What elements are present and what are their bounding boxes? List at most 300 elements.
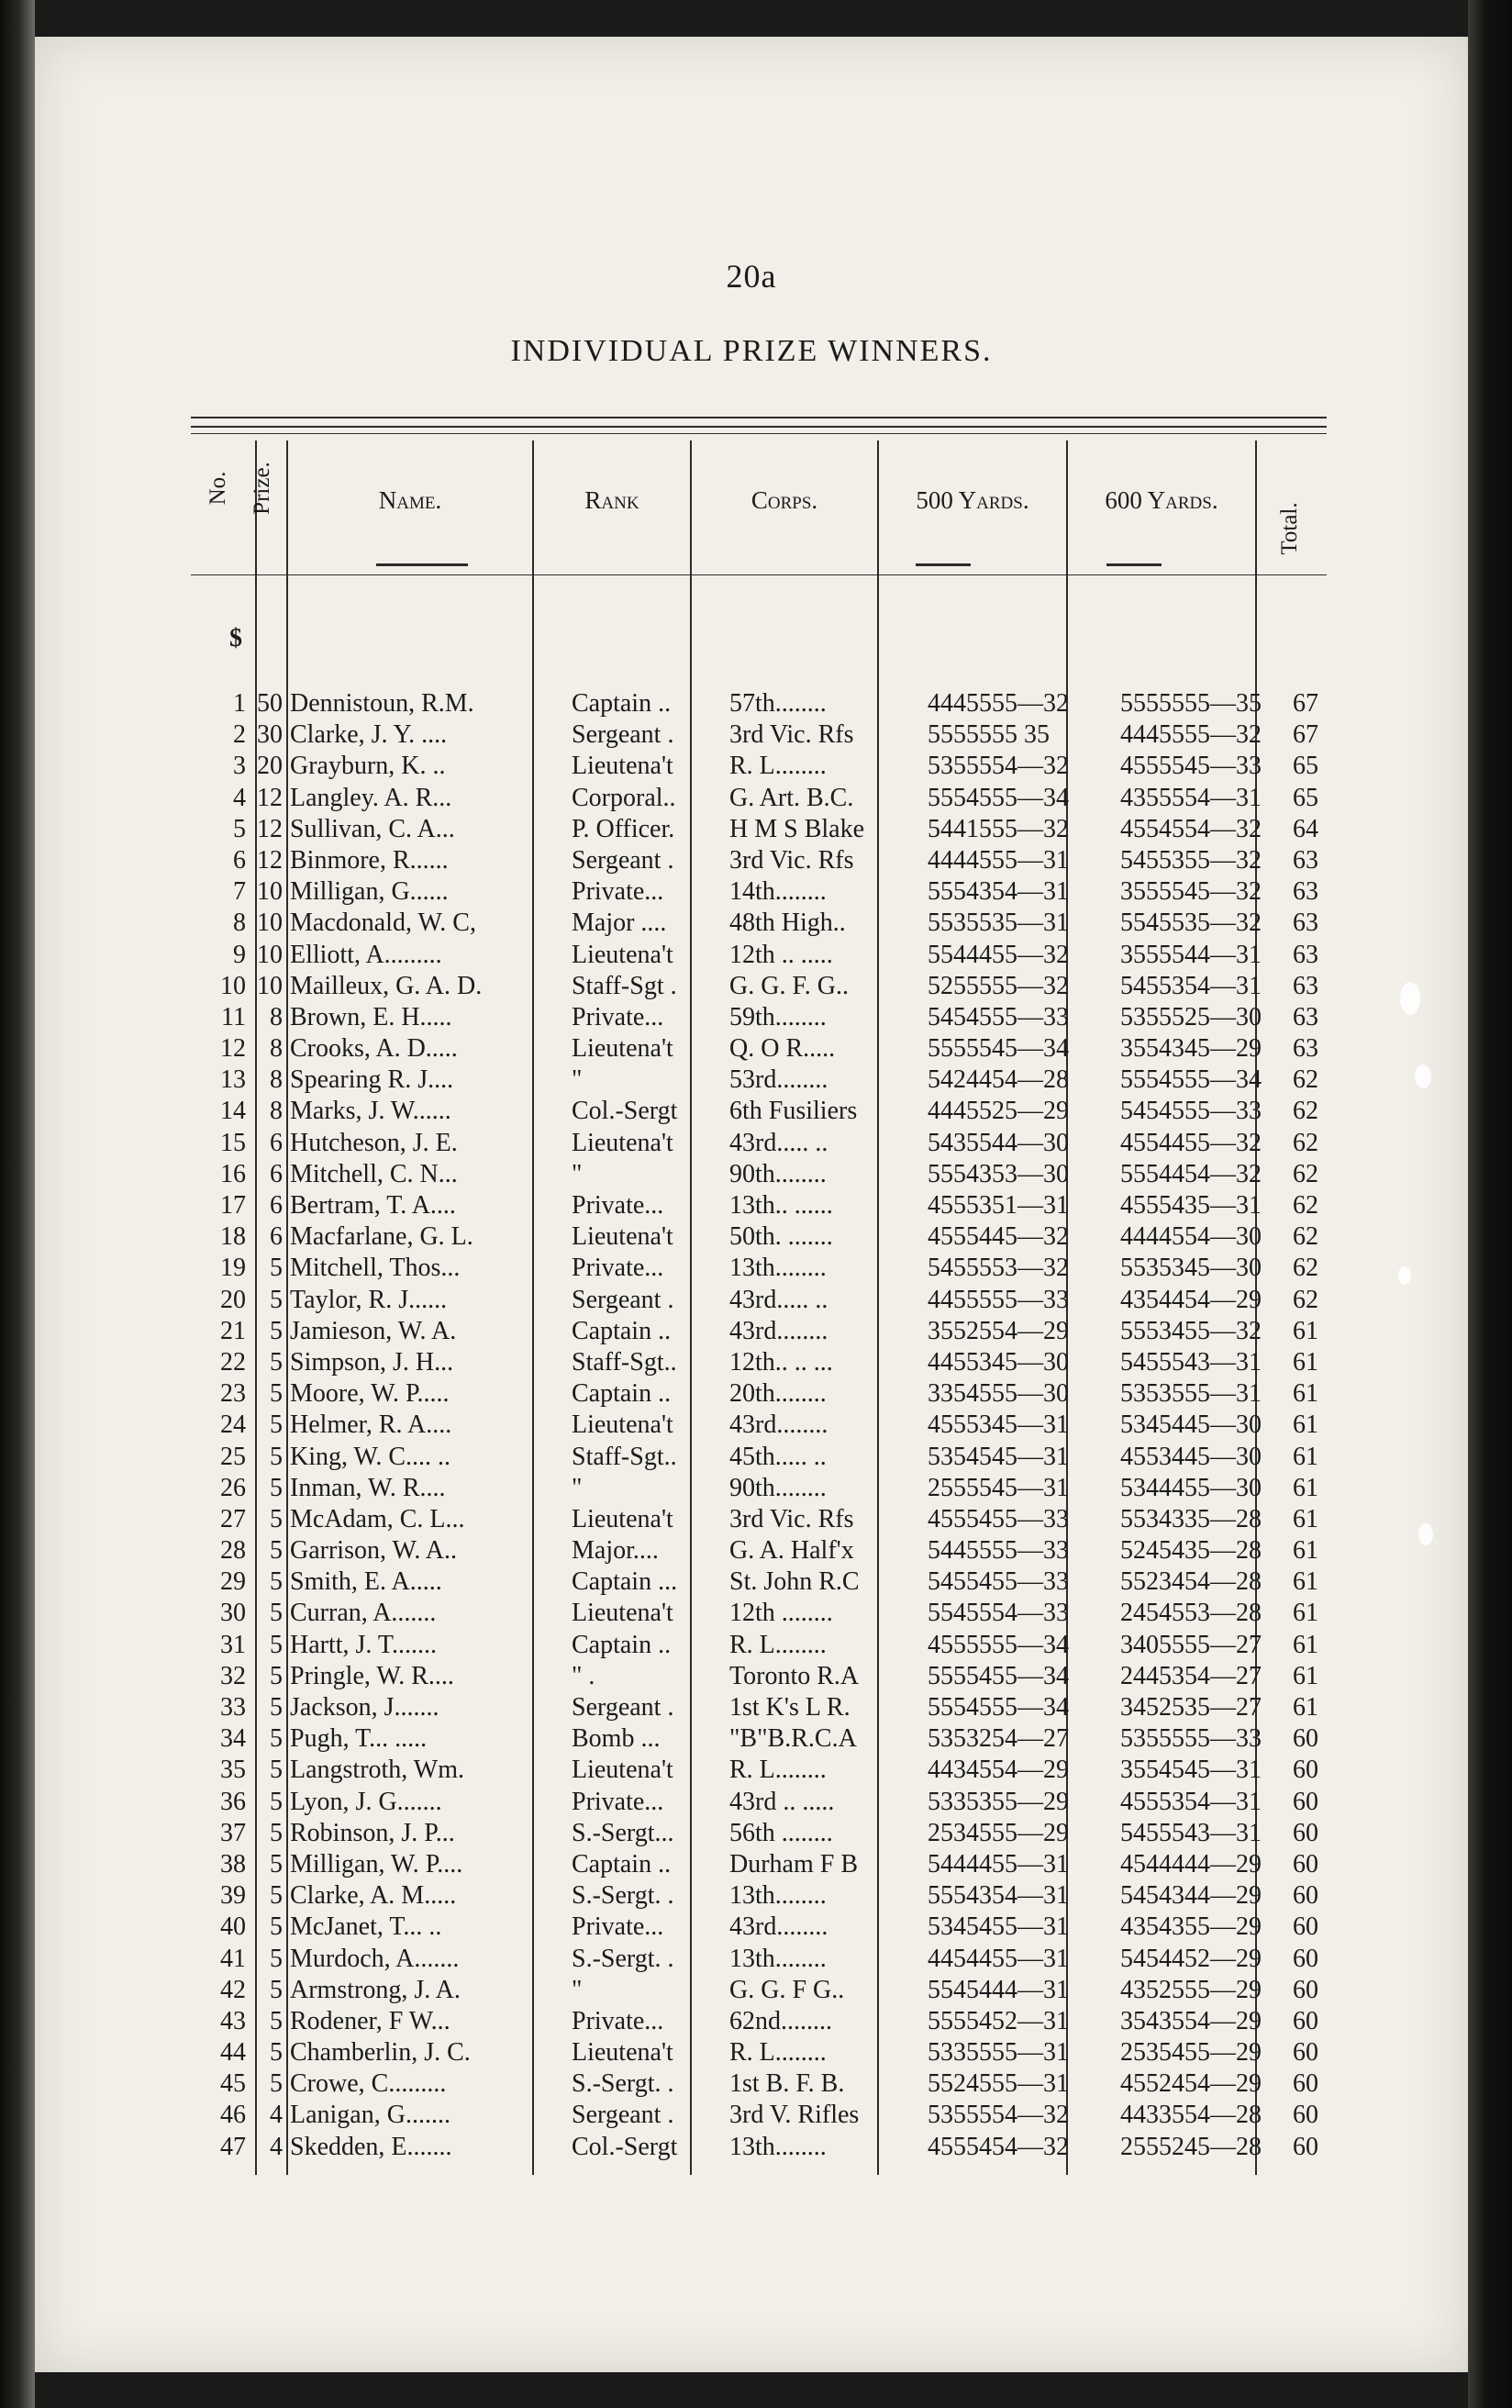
row-rank: Lieutena't [572, 940, 673, 969]
row-total: 61 [1293, 1379, 1318, 1409]
table-row [191, 1566, 1329, 1598]
row-name: Taylor, R. J...... [290, 1285, 448, 1314]
row-name: Macdonald, W. C, [290, 909, 476, 938]
row-corps: G. A. Half'x [729, 1536, 854, 1566]
row-total: 64 [1293, 814, 1318, 843]
table-row [191, 2037, 1329, 2068]
row-rank: Major .... [572, 909, 667, 938]
row-600-yards: 4354355—29 [1120, 1912, 1262, 1942]
row-prize: 10 [257, 909, 283, 938]
table-row [191, 1598, 1329, 1629]
paper-damage-spot [1415, 1065, 1431, 1088]
row-600-yards: 5455354—31 [1120, 971, 1262, 1000]
row-600-yards: 5454452—29 [1120, 1944, 1262, 1973]
row-prize: 5 [270, 1881, 283, 1911]
row-total: 60 [1293, 1975, 1318, 2004]
row-600-yards: 4544444—29 [1120, 1849, 1262, 1878]
row-number: 27 [220, 1504, 246, 1533]
row-rank: Captain .. [572, 1849, 672, 1878]
table-row [191, 2132, 1329, 2163]
row-600-yards: 2535455—29 [1120, 2038, 1262, 2068]
row-number: 2 [233, 720, 246, 750]
row-name: Helmer, R. A.... [290, 1410, 452, 1440]
row-number: 23 [220, 1379, 246, 1409]
row-corps: 45th..... .. [729, 1442, 827, 1471]
row-corps: Q. O R..... [729, 1034, 836, 1064]
row-number: 16 [220, 1159, 246, 1188]
yards500-underline [916, 563, 971, 566]
row-total: 60 [1293, 2101, 1318, 2130]
row-total: 60 [1293, 1787, 1318, 1816]
row-600-yards: 5355525—30 [1120, 1002, 1262, 1031]
row-prize: 8 [270, 1097, 283, 1126]
table-row [191, 1975, 1329, 2006]
row-number: 25 [220, 1442, 246, 1471]
row-corps: 3rd V. Rifles [729, 2101, 860, 2130]
row-600-yards: 5455543—31 [1120, 1818, 1262, 1847]
row-corps: 3rd Vic. Rfs [729, 720, 854, 750]
row-rank: Staff-Sgt.. [572, 1442, 677, 1471]
row-number: 12 [220, 1034, 246, 1064]
row-corps: 3rd Vic. Rfs [729, 1504, 854, 1533]
row-600-yards: 5455355—32 [1120, 845, 1262, 875]
row-name: Milligan, G...... [290, 877, 449, 907]
paper-damage-spot [1398, 1266, 1411, 1285]
row-600-yards: 5454555—33 [1120, 1097, 1262, 1126]
row-500-yards: 4445525—29 [928, 1097, 1069, 1126]
table-row [191, 814, 1329, 845]
row-name: McAdam, C. L... [290, 1504, 465, 1533]
row-500-yards: 5255555—32 [928, 971, 1069, 1000]
row-500-yards: 5554555—34 [928, 1693, 1069, 1722]
row-500-yards: 5455553—32 [928, 1254, 1069, 1283]
row-total: 65 [1293, 752, 1318, 781]
row-600-yards: 5535345—30 [1120, 1254, 1262, 1283]
row-name: Garrison, W. A.. [290, 1536, 457, 1566]
table-row [191, 1944, 1329, 1975]
row-name: Brown, E. H..... [290, 1002, 452, 1031]
row-corps: 90th........ [729, 1159, 827, 1188]
row-number: 11 [221, 1002, 246, 1031]
header-total: Total. [1277, 502, 1302, 555]
row-prize: 5 [270, 1316, 283, 1345]
row-rank: Private... [572, 877, 664, 907]
row-total: 61 [1293, 1599, 1318, 1628]
row-500-yards: 5555455—34 [928, 1661, 1069, 1690]
dollar-sign: $ [229, 624, 242, 652]
row-rank: " [572, 1159, 583, 1188]
row-number: 10 [220, 971, 246, 1000]
row-name: Bertram, T. A.... [290, 1191, 456, 1220]
row-500-yards: 4444555—31 [928, 845, 1069, 875]
row-number: 33 [220, 1693, 246, 1722]
row-600-yards: 3555544—31 [1120, 940, 1262, 969]
row-name: Marks, J. W...... [290, 1097, 451, 1126]
row-corps: 43rd .. ..... [729, 1787, 835, 1816]
row-prize: 12 [257, 783, 283, 812]
row-number: 7 [233, 877, 246, 907]
row-total: 60 [1293, 1912, 1318, 1942]
table-row [191, 940, 1329, 971]
row-corps: 50th. ....... [729, 1222, 833, 1252]
row-number: 47 [220, 2132, 246, 2161]
row-name: Rodener, F W... [290, 2006, 450, 2035]
row-rank: Lieutena't [572, 1222, 673, 1252]
row-name: Langley. A. R... [290, 783, 452, 812]
row-number: 31 [220, 1630, 246, 1659]
row-600-yards: 4354454—29 [1120, 1285, 1262, 1314]
row-corps: 6th Fusiliers [729, 1097, 858, 1126]
row-600-yards: 2454553—28 [1120, 1599, 1262, 1628]
row-total: 67 [1293, 720, 1318, 750]
row-500-yards: 5545554—33 [928, 1599, 1069, 1628]
table-row [191, 1692, 1329, 1723]
row-600-yards: 5344455—30 [1120, 1473, 1262, 1502]
prize-winners-table [191, 688, 1329, 2163]
row-total: 60 [1293, 1944, 1318, 1973]
row-600-yards: 5345445—30 [1120, 1410, 1262, 1440]
row-600-yards: 5523454—28 [1120, 1567, 1262, 1597]
row-name: Jackson, J....... [290, 1693, 439, 1722]
row-number: 1 [233, 689, 246, 718]
row-prize: 5 [270, 1912, 283, 1942]
row-500-yards: 3354555—30 [928, 1379, 1069, 1409]
paper-damage-spot [1400, 982, 1420, 1015]
header-rank: Rank [584, 486, 639, 514]
row-600-yards: 3405555—27 [1120, 1630, 1262, 1659]
row-rank: Lieutena't [572, 752, 673, 781]
row-number: 37 [220, 1818, 246, 1847]
row-number: 44 [220, 2038, 246, 2068]
row-500-yards: 4434554—29 [928, 1756, 1069, 1785]
row-600-yards: 2445354—27 [1120, 1661, 1262, 1690]
row-500-yards: 5444455—31 [928, 1849, 1069, 1878]
table-row [191, 1159, 1329, 1190]
table-row [191, 1316, 1329, 1347]
table-row [191, 2068, 1329, 2100]
table-row [191, 1535, 1329, 1566]
row-corps: Durham F B [729, 1849, 858, 1878]
row-total: 63 [1293, 877, 1318, 907]
row-prize: 5 [270, 1285, 283, 1314]
row-number: 20 [220, 1285, 246, 1314]
row-prize: 6 [270, 1128, 283, 1157]
row-prize: 10 [257, 877, 283, 907]
row-500-yards: 5544455—32 [928, 940, 1069, 969]
table-row [191, 1504, 1329, 1535]
row-corps: R. L........ [729, 1756, 827, 1785]
row-name: Hutcheson, J. E. [290, 1128, 458, 1157]
row-number: 38 [220, 1849, 246, 1878]
row-500-yards: 5335355—29 [928, 1787, 1069, 1816]
row-500-yards: 5555545—34 [928, 1034, 1069, 1064]
table-row [191, 971, 1329, 1002]
row-rank: Lieutena't [572, 1034, 673, 1064]
row-total: 60 [1293, 2006, 1318, 2035]
paper-damage-spot [1418, 1523, 1433, 1545]
row-name: Crooks, A. D..... [290, 1034, 458, 1064]
row-corps: G. G. F. G.. [729, 971, 849, 1000]
row-600-yards: 5455543—31 [1120, 1347, 1262, 1377]
row-corps: Toronto R.A [729, 1661, 860, 1690]
row-prize: 5 [270, 1630, 283, 1659]
row-600-yards: 4553445—30 [1120, 1442, 1262, 1471]
row-600-yards: 5245435—28 [1120, 1536, 1262, 1566]
row-corps: 43rd..... .. [729, 1285, 828, 1314]
row-number: 39 [220, 1881, 246, 1911]
row-total: 63 [1293, 1034, 1318, 1064]
table-row [191, 688, 1329, 719]
row-600-yards: 2555245—28 [1120, 2132, 1262, 2161]
row-number: 36 [220, 1787, 246, 1816]
row-corps: 43rd........ [729, 1410, 828, 1440]
row-prize: 50 [257, 689, 283, 718]
page-title: INDIVIDUAL PRIZE WINNERS. [510, 334, 993, 368]
row-corps: St. John R.C [729, 1567, 860, 1597]
row-total: 60 [1293, 1849, 1318, 1878]
row-number: 3 [233, 752, 246, 781]
yards600-underline [1106, 563, 1162, 566]
row-total: 61 [1293, 1661, 1318, 1690]
row-500-yards: 5555555 35 [928, 720, 1050, 750]
row-rank: " [572, 1473, 583, 1502]
row-500-yards: 5335555—31 [928, 2038, 1069, 2068]
row-500-yards: 4555345—31 [928, 1410, 1069, 1440]
row-prize: 5 [270, 1504, 283, 1533]
table-row [191, 1347, 1329, 1378]
row-number: 35 [220, 1756, 246, 1785]
row-prize: 6 [270, 1159, 283, 1188]
row-name: Pugh, T... ..... [290, 1724, 428, 1754]
row-600-yards: 4444554—30 [1120, 1222, 1262, 1252]
row-prize: 5 [270, 1975, 283, 2004]
row-number: 4 [233, 783, 246, 812]
table-row [191, 908, 1329, 939]
row-number: 29 [220, 1567, 246, 1597]
row-corps: 43rd........ [729, 1912, 828, 1942]
row-500-yards: 4555555—34 [928, 1630, 1069, 1659]
row-500-yards: 5545444—31 [928, 1975, 1069, 2004]
row-total: 61 [1293, 1410, 1318, 1440]
header-name: Name. [378, 486, 442, 514]
table-row [191, 1285, 1329, 1316]
header-corps: Corps. [750, 486, 818, 514]
row-name: Macfarlane, G. L. [290, 1222, 473, 1252]
row-corps: 62nd........ [729, 2006, 832, 2035]
row-600-yards: 4352555—29 [1120, 1975, 1262, 2004]
row-total: 62 [1293, 1097, 1318, 1126]
row-corps: 57th........ [729, 689, 827, 718]
name-underline [376, 563, 468, 566]
row-total: 61 [1293, 1442, 1318, 1471]
row-600-yards: 3554345—29 [1120, 1034, 1262, 1064]
row-rank: Staff-Sgt.. [572, 1347, 677, 1377]
row-name: Grayburn, K. .. [290, 752, 446, 781]
row-500-yards: 5554353—30 [928, 1159, 1069, 1188]
row-corps: 20th........ [729, 1379, 827, 1409]
row-total: 65 [1293, 783, 1318, 812]
row-name: Murdoch, A....... [290, 1944, 460, 1973]
row-prize: 12 [257, 845, 283, 875]
row-rank: " . [572, 1661, 595, 1690]
row-rank: Major.... [572, 1536, 659, 1566]
row-number: 14 [220, 1097, 246, 1126]
row-600-yards: 5454344—29 [1120, 1881, 1262, 1911]
row-name: Hartt, J. T....... [290, 1630, 437, 1659]
row-total: 60 [1293, 1818, 1318, 1847]
row-corps: 56th ........ [729, 1818, 833, 1847]
row-prize: 30 [257, 720, 283, 750]
row-name: Binmore, R...... [290, 845, 449, 875]
row-corps: 13th........ [729, 1254, 827, 1283]
table-row [191, 1378, 1329, 1410]
row-number: 21 [220, 1316, 246, 1345]
row-600-yards: 3555545—32 [1120, 877, 1262, 907]
row-rank: Lieutena't [572, 1128, 673, 1157]
row-corps: H M S Blake [729, 814, 864, 843]
row-500-yards: 5535535—31 [928, 909, 1069, 938]
row-name: Chamberlin, J. C. [290, 2038, 471, 2068]
row-rank: " [572, 1065, 583, 1095]
row-number: 32 [220, 1661, 246, 1690]
row-number: 46 [220, 2101, 246, 2130]
row-number: 26 [220, 1473, 246, 1502]
row-500-yards: 2534555—29 [928, 1818, 1069, 1847]
row-prize: 5 [270, 1693, 283, 1722]
row-corps: "B"B.R.C.A [729, 1724, 857, 1754]
row-prize: 5 [270, 1818, 283, 1847]
row-500-yards: 5345455—31 [928, 1912, 1069, 1942]
row-prize: 5 [270, 2006, 283, 2035]
row-500-yards: 5454555—33 [928, 1002, 1069, 1031]
row-prize: 10 [257, 940, 283, 969]
row-corps: 12th.. .. ... [729, 1347, 833, 1377]
row-500-yards: 5435544—30 [928, 1128, 1069, 1157]
row-rank: Sergeant . [572, 2101, 674, 2130]
row-total: 61 [1293, 1504, 1318, 1533]
row-total: 61 [1293, 1567, 1318, 1597]
row-total: 62 [1293, 1222, 1318, 1252]
row-600-yards: 4554455—32 [1120, 1128, 1262, 1157]
row-600-yards: 4552454—29 [1120, 2069, 1262, 2099]
row-corps: 43rd........ [729, 1316, 828, 1345]
header-rule-top-double [191, 426, 1327, 428]
row-total: 62 [1293, 1191, 1318, 1220]
row-name: Mitchell, Thos... [290, 1254, 461, 1283]
row-name: Clarke, A. M..... [290, 1881, 457, 1911]
row-prize: 5 [270, 1849, 283, 1878]
row-500-yards: 4555445—32 [928, 1222, 1069, 1252]
row-number: 19 [220, 1254, 246, 1283]
row-rank: Col.-Sergt [572, 1097, 678, 1126]
row-total: 60 [1293, 2132, 1318, 2161]
table-row [191, 1410, 1329, 1441]
row-rank: Lieutena't [572, 1504, 673, 1533]
row-rank: Lieutena't [572, 2038, 673, 2068]
row-name: Sullivan, C. A... [290, 814, 455, 843]
table-row [191, 1630, 1329, 1661]
row-total: 60 [1293, 2069, 1318, 2099]
row-500-yards: 5554555—34 [928, 783, 1069, 812]
row-500-yards: 5554354—31 [928, 1881, 1069, 1911]
row-500-yards: 5355554—32 [928, 752, 1069, 781]
row-corps: G. Art. B.C. [729, 783, 854, 812]
row-prize: 5 [270, 2038, 283, 2068]
row-600-yards: 3554545—31 [1120, 1756, 1262, 1785]
row-600-yards: 5534335—28 [1120, 1504, 1262, 1533]
row-name: Skedden, E....... [290, 2132, 452, 2161]
row-name: Armstrong, J. A. [290, 1975, 461, 2004]
row-name: Langstroth, Wm. [290, 1756, 465, 1785]
row-600-yards: 3452535—27 [1120, 1693, 1262, 1722]
row-rank: Private... [572, 1912, 664, 1942]
table-row [191, 1849, 1329, 1880]
row-name: Inman, W. R.... [290, 1473, 446, 1502]
row-600-yards: 5554454—32 [1120, 1159, 1262, 1188]
row-prize: 5 [270, 1473, 283, 1502]
row-corps: 48th High.. [729, 909, 846, 938]
row-500-yards: 4555351—31 [928, 1191, 1069, 1220]
row-corps: 1st B. F. B. [729, 2069, 845, 2099]
row-corps: 90th........ [729, 1473, 827, 1502]
row-500-yards: 5554354—31 [928, 877, 1069, 907]
row-total: 62 [1293, 1285, 1318, 1314]
row-name: Simpson, J. H... [290, 1347, 454, 1377]
row-number: 13 [220, 1065, 246, 1095]
row-number: 18 [220, 1222, 246, 1252]
header-no: No. [206, 471, 230, 506]
row-500-yards: 5424454—28 [928, 1065, 1069, 1095]
row-prize: 8 [270, 1034, 283, 1064]
row-prize: 6 [270, 1222, 283, 1252]
table-row [191, 1002, 1329, 1033]
row-rank: S.-Sergt... [572, 1818, 674, 1847]
row-rank: P. Officer. [572, 814, 675, 843]
row-prize: 5 [270, 1254, 283, 1283]
row-500-yards: 4455345—30 [928, 1347, 1069, 1377]
row-rank: S.-Sergt. . [572, 1881, 674, 1911]
row-600-yards: 4555435—31 [1120, 1191, 1262, 1220]
row-prize: 20 [257, 752, 283, 781]
table-row [191, 719, 1329, 751]
table-row [191, 876, 1329, 908]
row-total: 63 [1293, 1002, 1318, 1031]
row-500-yards: 5555452—31 [928, 2006, 1069, 2035]
row-corps: R. L........ [729, 2038, 827, 2068]
row-name: Lanigan, G....... [290, 2101, 450, 2130]
row-total: 63 [1293, 940, 1318, 969]
row-rank: Bomb ... [572, 1724, 661, 1754]
row-rank: Captain .. [572, 689, 672, 718]
row-prize: 5 [270, 1944, 283, 1973]
table-row [191, 1755, 1329, 1786]
row-rank: Private... [572, 1002, 664, 1031]
row-prize: 5 [270, 1599, 283, 1628]
row-600-yards: 4445555—32 [1120, 720, 1262, 750]
header-rule-thin [191, 433, 1327, 434]
row-600-yards: 5554555—34 [1120, 1065, 1262, 1095]
row-600-yards: 4433554—28 [1120, 2101, 1262, 2130]
row-500-yards: 5445555—33 [928, 1536, 1069, 1566]
row-name: Curran, A....... [290, 1599, 437, 1628]
row-corps: R. L........ [729, 1630, 827, 1659]
table-row [191, 1661, 1329, 1692]
row-number: 43 [220, 2006, 246, 2035]
row-600-yards: 5553455—32 [1120, 1316, 1262, 1345]
row-prize: 8 [270, 1002, 283, 1031]
row-500-yards: 2555545—31 [928, 1473, 1069, 1502]
row-total: 60 [1293, 1724, 1318, 1754]
